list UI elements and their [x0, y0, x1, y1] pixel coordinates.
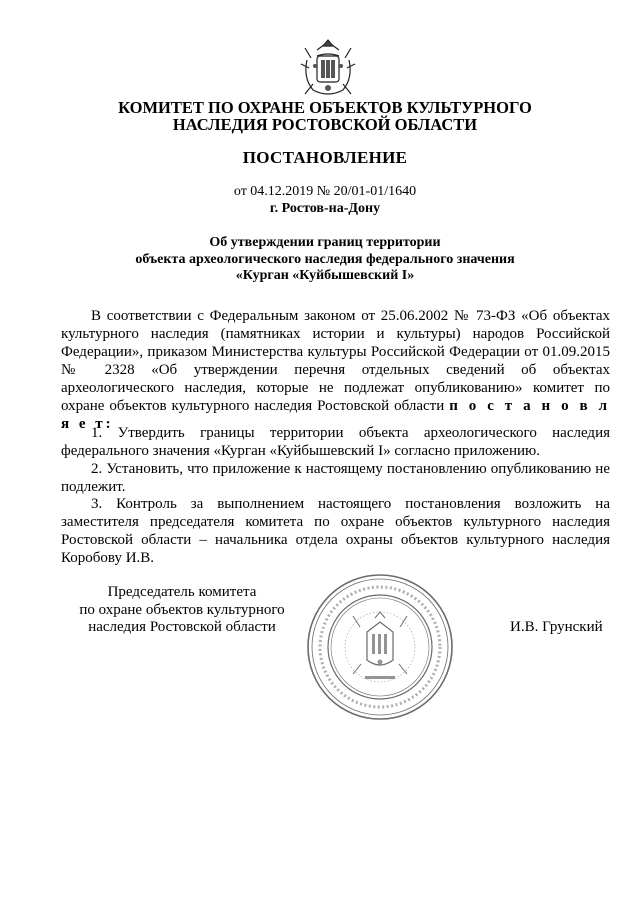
document-subject: [60, 235, 590, 285]
decree-word: п о с т а н о в л я е т:: [61, 398, 611, 432]
date-number: от 04.12.2019 № 20/01-01/1640: [233, 184, 417, 199]
signer-title-line2: по охране объектов культурного: [79, 601, 285, 618]
signer-title-line3: наследия Ростовской области: [88, 619, 276, 635]
committee-name: [60, 99, 590, 133]
subject-line1: Об утверждении границ территории: [209, 235, 441, 250]
coat-of-arms-emblem-icon: [295, 38, 361, 100]
preamble-text: В соответствии с Федеральным законом от 25.06.2002 № 73-ФЗ «Об объектах культурного наследия (памятниках истории и культуры) народов Российской Федерации», приказом Министерства культуры Российской Федерации от 01.09.2015 № 2328 «Об утверждении перечня отдельных сведений об объектах археологического наследия, которые не подлежат опубликованию» комитет по охране объектов культурного наследия Ростовской области: [61, 308, 610, 414]
official-seal-icon: [305, 572, 455, 722]
decree-item-3-text: 3. Контроль за выполнением настоящего постановления возложить на заместителя председателя комитета по охране объектов культурного наследия Ростовской области – начальника отдела охраны объектов культурного наследия Коробову И.В.: [61, 496, 610, 566]
decree-item-1-text: 1. Утвердить границы территории объекта археологического наследия федерального значения «Курган «Куйбышевский I» согласно приложению.: [61, 425, 610, 459]
signer-title: [62, 584, 302, 637]
preamble-paragraph: [61, 307, 610, 433]
subject-line2: объекта археологического наследия федерального значения: [135, 251, 515, 267]
decree-item-3: [61, 495, 610, 567]
document-type: ПОСТАНОВЛЕНИЕ: [242, 148, 408, 167]
committee-name-line1: КОМИТЕТ ПО ОХРАНЕ ОБЪЕКТОВ КУЛЬТУРНОГО: [118, 98, 532, 117]
decree-item-2: [61, 460, 610, 496]
committee-name-line2: НАСЛЕДИЯ РОСТОВСКОЙ ОБЛАСТИ: [172, 115, 478, 134]
subject-line3: «Курган «Куйбышевский I»: [235, 268, 415, 283]
signer-title-line1: Председатель комитета: [107, 584, 257, 600]
city: г. Ростов-на-Дону: [269, 201, 381, 216]
decree-item-2-text: 2. Установить, что приложение к настоящему постановлению опубликованию не подлежит.: [61, 461, 610, 495]
decree-item-1: [61, 424, 610, 460]
signer-name: И.В. Грунский: [510, 619, 603, 635]
